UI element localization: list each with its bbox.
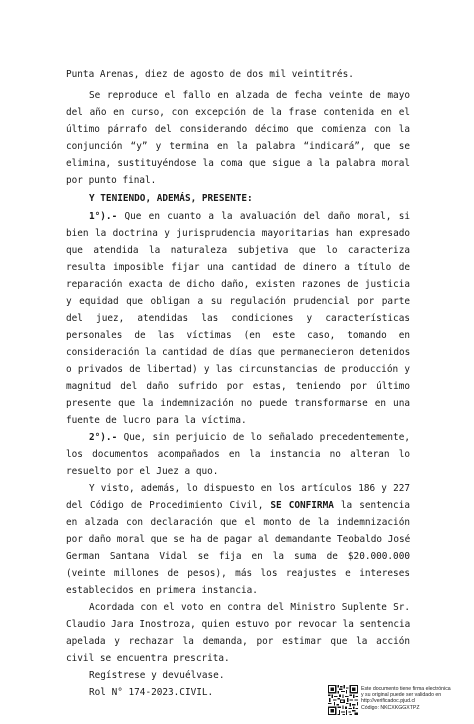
text-line: 1°).- Que en cuanto a la avaluación del daño moral, si: [89, 211, 410, 222]
text-line: fuente de lucro para la víctima.: [66, 415, 247, 426]
text-line: del juez, atendidas las condiciones y características: [66, 313, 410, 324]
signature-footer: [328, 685, 468, 719]
text-line: Claudio Jara Inostroza, quien estuvo por revocar la sentencia: [66, 619, 411, 630]
text-line: resulta imposible fijar una cantidad de dinero a título de: [66, 262, 410, 273]
text-line: en alzada con declaración que el monto de la indemnización: [66, 517, 410, 528]
text-line: y equidad que obligan a su regulación prudencial por parte: [66, 296, 410, 307]
text-line: último párrafo del considerando décimo que comienza con la: [66, 124, 410, 135]
verification-line: Este documento tiene firma electrónica: [361, 686, 451, 692]
text-line: del año en curso, con excepción de la frase contenida en el: [66, 107, 410, 118]
text-line: personales de las víctimas (en este caso, tomando en: [66, 330, 410, 341]
text-line: resuelto por el Juez a quo.: [66, 466, 219, 477]
text-line: por daño moral que se ha de pagar al demandante Teobaldo José: [66, 534, 411, 545]
text-line: Punta Arenas, diez de agosto de dos mil veintitrés.: [66, 69, 354, 80]
text-line: los documentos acompañados en la instancia no alteran lo: [66, 449, 410, 460]
text-line: o privados de libertad) y las circunstancias de producción y: [66, 364, 410, 375]
text-line: establecidos en primera instancia.: [66, 585, 258, 596]
qr-code-icon: [328, 685, 358, 715]
verification-code: Código: NKCXKGGXTPZ: [361, 704, 420, 711]
text-line: presente que la indemnización no puede transformarse en una: [66, 398, 410, 409]
text-line: bien la doctrina y jurisprudencia mayoritarias han expresado: [66, 228, 410, 239]
verification-line: y su original puede ser validado en: [361, 692, 442, 699]
text-line: consideración la cantidad de días que permanecieron detenidos: [66, 347, 411, 358]
text-line: Acordada con el voto en contra del Ministro Suplente Sr.: [89, 602, 410, 613]
text-line: Rol N° 174-2023.CIVIL.: [89, 687, 214, 698]
text-line: Y TENIENDO, ADEMÁS, PRESENTE:: [89, 193, 253, 204]
text-line: Se reproduce el fallo en alzada de fecha veinte de mayo: [89, 90, 410, 101]
text-line: civil se encuentra prescrita.: [66, 653, 230, 664]
text-line: (veinte millones de pesos), más los reajustes e intereses: [66, 568, 410, 579]
text-line: Regístrese y devuélvase.: [89, 670, 225, 681]
text-line: German Santana Vidal se fija en la suma de $20.000.000: [66, 551, 410, 562]
verification-link[interactable]: http://verificadoc.pjud.cl: [361, 698, 416, 705]
text-line: elimina, sustituyéndose la coma que sigue a la palabra moral: [66, 158, 410, 169]
text-line: que atendida la naturaleza subjetiva que lo caracteriza: [66, 245, 410, 256]
text-line: reparación exacta de dicho daño, existen razones de justicia: [66, 279, 410, 290]
text-line: del Código de Procedimiento Civil, SE CONFIRMA la sentencia: [66, 500, 410, 511]
text-line: Y visto, además, lo dispuesto en los artículos 186 y 227: [89, 483, 410, 494]
text-line: conjunción “y” y termina en la palabra “indicará”, que se: [66, 141, 410, 152]
text-line: 2°).- Que, sin perjuicio de lo señalado precedentemente,: [89, 432, 410, 443]
text-line: apelada y rechazar la demanda, por estimar que la acción: [66, 636, 410, 647]
text-line: magnitud del daño sufrido por estas, teniendo por último: [66, 381, 410, 392]
verification-text: [361, 686, 451, 711]
text-line: por punto final.: [66, 175, 157, 186]
